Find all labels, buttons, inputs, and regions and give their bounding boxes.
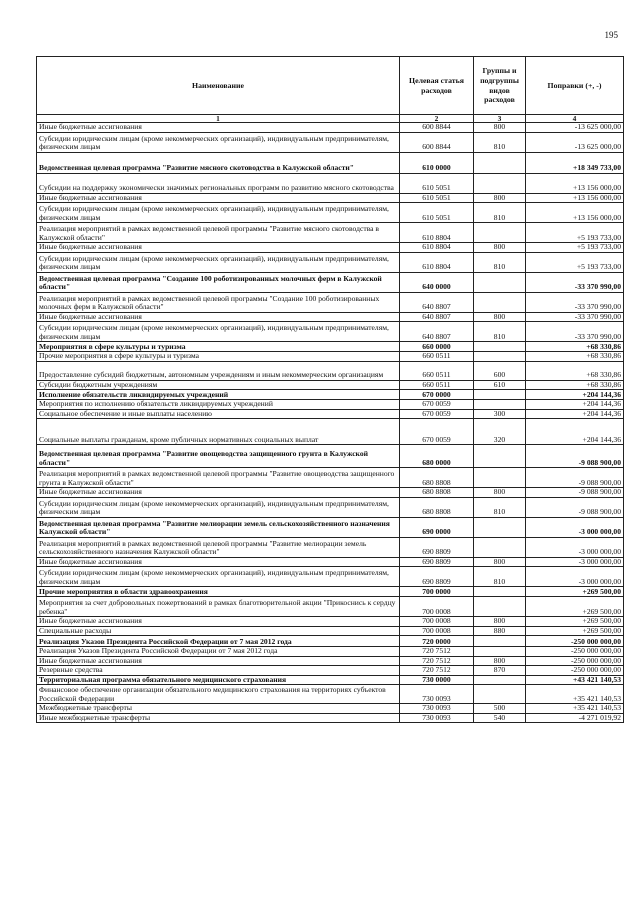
row-amount: -33 370 990,00 [526,272,624,292]
header-target-article: Целевая статья расходов [400,57,474,115]
row-name: Субсидии на поддержку экономически значимых региональных программ по развитию мясного скотоводства [37,173,400,193]
row-name: Мероприятия за счет добровольных пожертвований в рамках благотворительной акции "Прикоснись к сердцу ребенка" [37,597,400,617]
row-target-article: 600 8844 [400,123,474,133]
row-group [474,636,526,647]
row-name: Ведомственная целевая программа "Развитие мелиорации земель сельскохозяйственного назначения Калужской области" [37,517,400,537]
row-group: 880 [474,626,526,636]
table-row [37,626,624,636]
table-row [37,312,624,322]
row-group: 810 [474,567,526,587]
row-amount: +204 144,36 [526,409,624,419]
row-name: Реализация Указов Президента Российской Федерации от 7 мая 2012 года [37,647,400,657]
row-group: 810 [474,252,526,272]
row-name: Ведомственная целевая программа "Развитие мясного скотоводства в Калужской области" [37,152,400,173]
table-row [37,445,624,468]
row-group: 810 [474,203,526,223]
row-amount: -250 000 000,00 [526,656,624,666]
row-group: 600 [474,361,526,380]
table-row [37,636,624,647]
row-amount: -9 088 900,00 [526,488,624,498]
row-name: Специальные расходы [37,626,400,636]
row-name: Иные бюджетные ассигнования [37,557,400,567]
table-row [37,342,624,352]
row-target-article: 730 0093 [400,713,474,723]
row-group [474,152,526,173]
row-group [474,587,526,597]
table-row [37,617,624,627]
page-number: 195 [604,30,618,40]
row-target-article: 680 0000 [400,445,474,468]
row-target-article: 700 0008 [400,597,474,617]
table-row [37,400,624,410]
row-target-article: 640 8807 [400,312,474,322]
row-amount: +68 330,86 [526,380,624,390]
row-amount: -250 000 000,00 [526,666,624,676]
row-name: Реализация мероприятий в рамках ведомственной целевой программы "Развитие мелиорации земель сельскохозяйственного назначения Калужской области" [37,537,400,557]
table-row [37,587,624,597]
row-target-article: 670 0000 [400,390,474,400]
row-group: 810 [474,322,526,342]
row-amount: +13 156 000,00 [526,193,624,203]
row-group [474,675,526,685]
row-group: 800 [474,617,526,627]
row-name: Финансовое обеспечение организации обязательного медицинского страхования на территориях субъектов Российской Федерации [37,685,400,704]
row-amount: +43 421 140,53 [526,675,624,685]
row-name: Ведомственная целевая программа "Развитие овощеводства защищенного грунта в Калужской области" [37,445,400,468]
table-row [37,567,624,587]
row-target-article: 720 7512 [400,656,474,666]
table-row [37,704,624,714]
row-group [474,537,526,557]
row-amount: -250 000 000,00 [526,636,624,647]
row-amount: -3 000 000,00 [526,557,624,567]
row-name: Межбюджетные трансферты [37,704,400,714]
row-amount: +204 144,36 [526,390,624,400]
table-row [37,666,624,676]
table-row [37,419,624,445]
column-index: 1 [37,115,400,123]
row-amount: -33 370 990,00 [526,312,624,322]
row-amount: +68 330,86 [526,342,624,352]
row-target-article: 640 8807 [400,292,474,312]
header-name: Наименование [37,57,400,115]
table-row [37,243,624,253]
row-name: Субсидии юридическим лицам (кроме некоммерческих организаций), индивидуальным предпринимателям, физическим лицам [37,252,400,272]
table-row [37,173,624,193]
row-group: 810 [474,132,526,152]
column-index-row [37,115,624,123]
header-amendments: Поправки (+, -) [526,57,624,115]
table-row [37,193,624,203]
budget-amendments-table [36,56,624,723]
row-name: Мероприятия в сфере культуры и туризма [37,342,400,352]
row-amount: -3 000 000,00 [526,517,624,537]
table-row [37,488,624,498]
row-group: 800 [474,193,526,203]
row-target-article: 660 0000 [400,342,474,352]
row-amount: +269 500,00 [526,597,624,617]
row-group: 800 [474,488,526,498]
row-target-article: 730 0000 [400,675,474,685]
row-name: Субсидии юридическим лицам (кроме некоммерческих организаций), индивидуальным предпринимателям, физическим лицам [37,322,400,342]
row-target-article: 690 8809 [400,537,474,557]
row-target-article: 610 8804 [400,223,474,243]
table-row [37,292,624,312]
row-name: Иные бюджетные ассигнования [37,312,400,322]
row-target-article: 730 0093 [400,704,474,714]
table-row [37,713,624,723]
row-target-article: 640 8807 [400,322,474,342]
row-group [474,223,526,243]
row-amount: +5 193 733,00 [526,243,624,253]
row-name: Иные бюджетные ассигнования [37,656,400,666]
row-name: Иные бюджетные ассигнования [37,123,400,133]
row-amount: +269 500,00 [526,626,624,636]
table-row [37,597,624,617]
row-group: 800 [474,656,526,666]
row-target-article: 660 0511 [400,380,474,390]
row-group: 500 [474,704,526,714]
row-amount: +204 144,36 [526,419,624,445]
table-row [37,497,624,517]
row-target-article: 610 8804 [400,252,474,272]
table-body [37,123,624,723]
column-index: 3 [474,115,526,123]
table-row [37,557,624,567]
row-name: Реализация мероприятий в рамках ведомственной целевой программы "Развитие овощеводства защищенного грунта в Калужской области" [37,468,400,488]
table-row [37,409,624,419]
row-group [474,272,526,292]
row-amount: -33 370 990,00 [526,322,624,342]
row-amount: +269 500,00 [526,617,624,627]
row-amount: +269 500,00 [526,587,624,597]
row-amount: +5 193 733,00 [526,252,624,272]
table-row [37,537,624,557]
row-amount: -9 088 900,00 [526,497,624,517]
row-name: Реализация мероприятий в рамках ведомственной целевой программы "Создание 100 роботизированных молочных ферм в Калужской области" [37,292,400,312]
table-row [37,647,624,657]
table-row [37,380,624,390]
row-amount: -33 370 990,00 [526,292,624,312]
row-name: Исполнение обязательств ликвидируемых учреждений [37,390,400,400]
row-group: 810 [474,497,526,517]
row-group [474,292,526,312]
row-amount: -3 000 000,00 [526,537,624,557]
table-row [37,123,624,133]
table-row [37,361,624,380]
row-group [474,647,526,657]
row-group: 610 [474,380,526,390]
row-amount: +35 421 140,53 [526,704,624,714]
row-target-article: 730 0093 [400,685,474,704]
table-row [37,517,624,537]
table-row [37,685,624,704]
row-name: Субсидии юридическим лицам (кроме некоммерческих организаций), индивидуальным предпринимателям, физическим лицам [37,497,400,517]
row-amount: +5 193 733,00 [526,223,624,243]
table-row [37,272,624,292]
row-target-article: 720 0000 [400,636,474,647]
row-target-article: 680 8808 [400,488,474,498]
row-target-article: 680 8808 [400,497,474,517]
table-row [37,322,624,342]
row-amount: -250 000 000,00 [526,647,624,657]
row-name: Иные бюджетные ассигнования [37,243,400,253]
row-target-article: 670 0059 [400,409,474,419]
row-group [474,352,526,362]
row-target-article: 670 0059 [400,400,474,410]
row-target-article: 660 0511 [400,361,474,380]
row-name: Прочие мероприятия в сфере культуры и туризма [37,352,400,362]
table-row [37,352,624,362]
row-group: 870 [474,666,526,676]
row-name: Субсидии юридическим лицам (кроме некоммерческих организаций), индивидуальным предпринимателям, физическим лицам [37,132,400,152]
row-name: Реализация мероприятий в рамках ведомственной целевой программы "Развитие мясного скотоводства в Калужской области" [37,223,400,243]
row-target-article: 700 0000 [400,587,474,597]
row-name: Реализация Указов Президента Российской Федерации от 7 мая 2012 года [37,636,400,647]
row-group: 800 [474,123,526,133]
row-target-article: 610 8804 [400,243,474,253]
row-group: 800 [474,312,526,322]
row-group: 300 [474,409,526,419]
row-name: Субсидии юридическим лицам (кроме некоммерческих организаций), индивидуальным предпринимателям, физическим лицам [37,567,400,587]
row-target-article: 670 0059 [400,419,474,445]
table-row [37,656,624,666]
row-group [474,390,526,400]
row-name: Предоставление субсидий бюджетным, автономным учреждениям и иным некоммерческим организациям [37,361,400,380]
row-target-article: 720 7512 [400,666,474,676]
row-name: Территориальная программа обязательного медицинского страхования [37,675,400,685]
row-amount: -13 625 000,00 [526,132,624,152]
row-amount: +68 330,86 [526,361,624,380]
row-target-article: 720 7512 [400,647,474,657]
row-amount: -3 000 000,00 [526,567,624,587]
header-groups: Группы и подгруппы видов расходов [474,57,526,115]
table-row [37,252,624,272]
row-target-article: 690 8809 [400,567,474,587]
row-amount: -9 088 900,00 [526,468,624,488]
table-row [37,390,624,400]
row-name: Социальные выплаты гражданам, кроме публичных нормативных социальных выплат [37,419,400,445]
row-name: Социальное обеспечение и иные выплаты населению [37,409,400,419]
row-target-article: 700 0008 [400,626,474,636]
table-row [37,203,624,223]
table-row [37,132,624,152]
column-index: 4 [526,115,624,123]
row-name: Резервные средства [37,666,400,676]
row-target-article: 610 5051 [400,193,474,203]
header-row [37,57,624,115]
row-target-article: 610 5051 [400,203,474,223]
row-target-article: 610 0000 [400,152,474,173]
row-group: 540 [474,713,526,723]
row-target-article: 660 0511 [400,352,474,362]
row-name: Субсидии юридическим лицам (кроме некоммерческих организаций), индивидуальным предпринимателям, физическим лицам [37,203,400,223]
row-group [474,597,526,617]
row-name: Ведомственная целевая программа "Создание 100 роботизированных молочных ферм в Калужской области" [37,272,400,292]
row-amount: +13 156 000,00 [526,203,624,223]
row-amount: -9 088 900,00 [526,445,624,468]
row-amount: +18 349 733,00 [526,152,624,173]
row-name: Иные межбюджетные трансферты [37,713,400,723]
row-amount: +13 156 000,00 [526,173,624,193]
row-target-article: 640 0000 [400,272,474,292]
row-group [474,685,526,704]
table-row [37,468,624,488]
table-row [37,223,624,243]
row-target-article: 600 8844 [400,132,474,152]
row-name: Мероприятия по исполнению обязательств ликвидируемых учреждений [37,400,400,410]
row-target-article: 690 8809 [400,557,474,567]
row-group [474,400,526,410]
row-amount: -4 271 019,92 [526,713,624,723]
row-group [474,517,526,537]
row-group: 800 [474,243,526,253]
row-name: Прочие мероприятия в области здравоохранения [37,587,400,597]
row-group [474,173,526,193]
row-name: Иные бюджетные ассигнования [37,617,400,627]
row-target-article: 610 5051 [400,173,474,193]
column-index: 2 [400,115,474,123]
row-name: Иные бюджетные ассигнования [37,193,400,203]
row-group: 320 [474,419,526,445]
row-target-article: 700 0008 [400,617,474,627]
row-amount: +204 144,36 [526,400,624,410]
row-group: 800 [474,557,526,567]
row-group [474,445,526,468]
row-amount: +68 330,86 [526,352,624,362]
row-amount: +35 421 140,53 [526,685,624,704]
table-row [37,675,624,685]
row-amount: -13 625 000,00 [526,123,624,133]
row-target-article: 680 8808 [400,468,474,488]
row-group [474,342,526,352]
row-group [474,468,526,488]
table-row [37,152,624,173]
row-target-article: 690 0000 [400,517,474,537]
row-name: Субсидии бюджетным учреждениям [37,380,400,390]
row-name: Иные бюджетные ассигнования [37,488,400,498]
